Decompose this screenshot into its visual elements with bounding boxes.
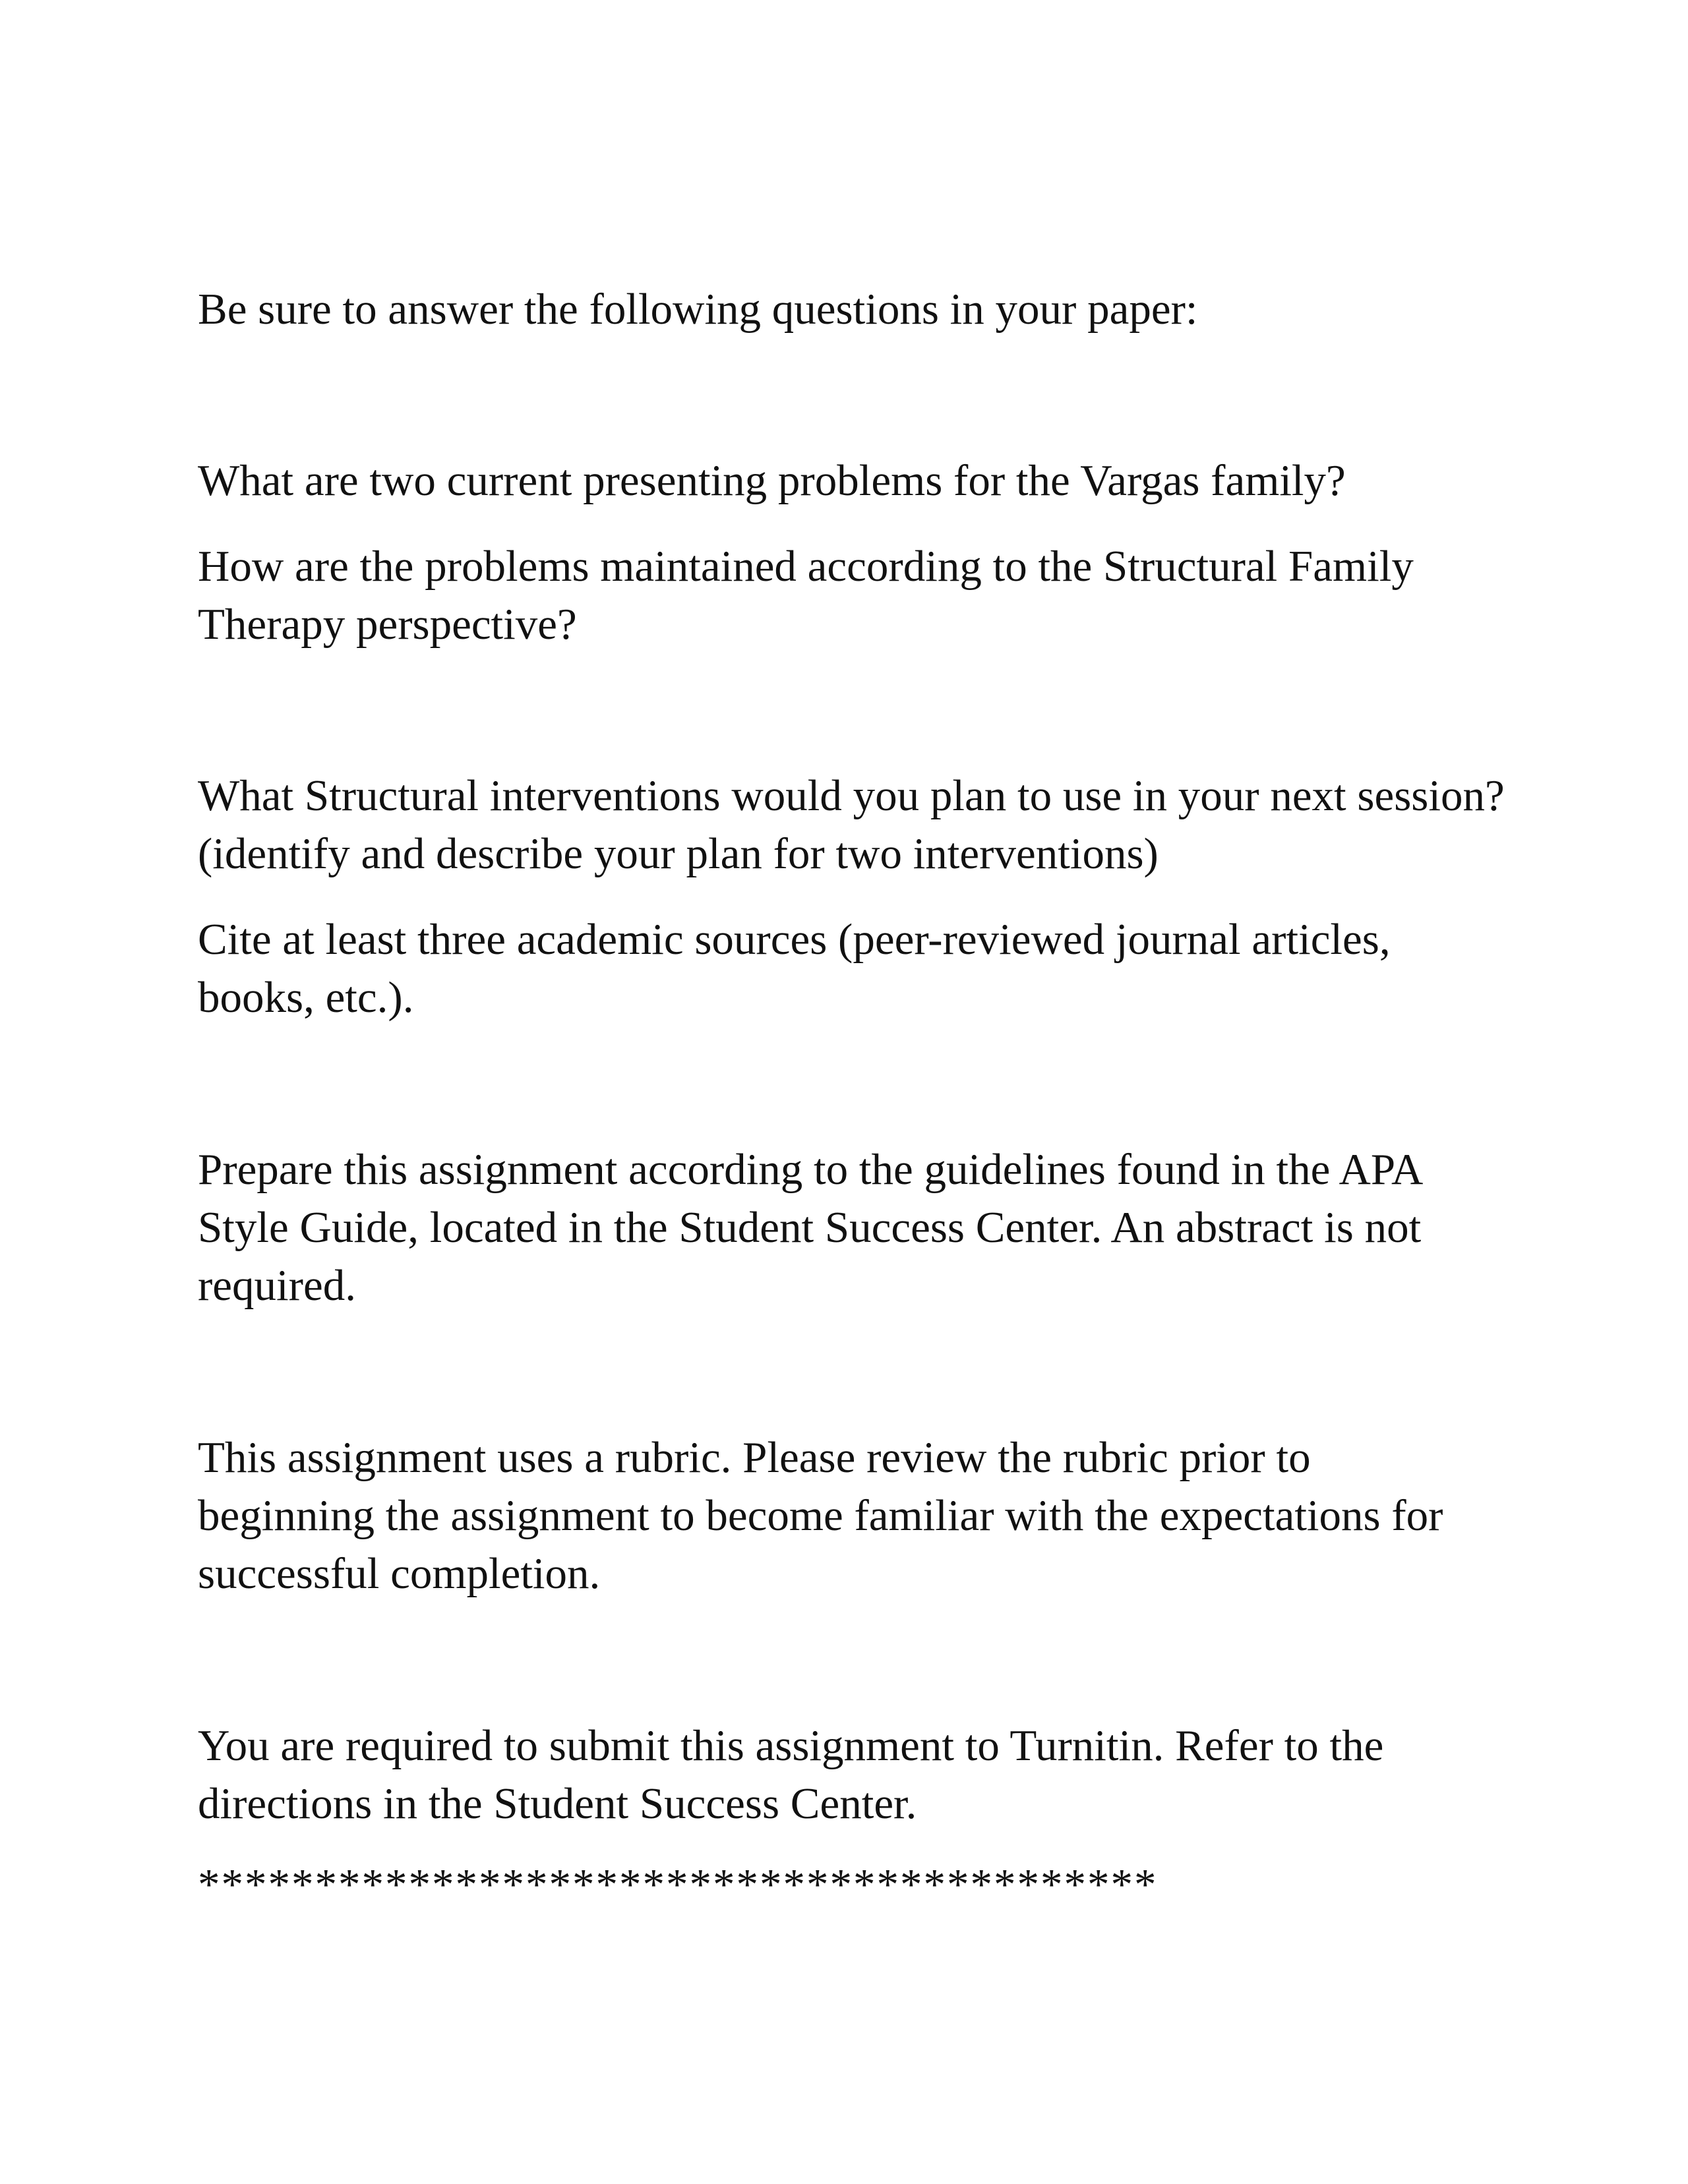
apa-instructions-line-2: Style Guide, located in the Student Success Center. An abstract is not	[198, 1203, 1422, 1252]
rubric-note-line-3: successful completion.	[198, 1549, 601, 1598]
turnitin-note-line-1: You are required to submit this assignment to Turnitin. Refer to the	[198, 1721, 1384, 1770]
rubric-note-line-1: This assignment uses a rubric. Please review the rubric prior to	[198, 1433, 1311, 1482]
question-presenting-problems: What are two current presenting problems for the Vargas family?	[198, 456, 1346, 505]
citation-requirement-line-1: Cite at least three academic sources (peer-reviewed journal articles,	[198, 915, 1391, 964]
question-interventions-line-1: What Structural interventions would you plan to use in your next session?	[198, 771, 1505, 820]
apa-instructions-line-1: Prepare this assignment according to the guidelines found in the APA	[198, 1145, 1424, 1194]
question-problems-maintained-line-2: Therapy perspective?	[198, 600, 577, 649]
intro-text: Be sure to answer the following questions in your paper:	[198, 285, 1198, 334]
turnitin-note-line-2: directions in the Student Success Center.	[198, 1779, 917, 1828]
rubric-note-line-2: beginning the assignment to become familiar with the expectations for	[198, 1491, 1443, 1540]
citation-requirement-line-2: books, etc.).	[198, 973, 414, 1022]
apa-instructions-line-3: required.	[198, 1261, 356, 1310]
question-problems-maintained-line-1: How are the problems maintained according to the Structural Family	[198, 542, 1414, 591]
question-interventions-line-2: (identify and describe your plan for two interventions)	[198, 829, 1159, 878]
asterisk-separator: *****************************************	[198, 1860, 1158, 1909]
